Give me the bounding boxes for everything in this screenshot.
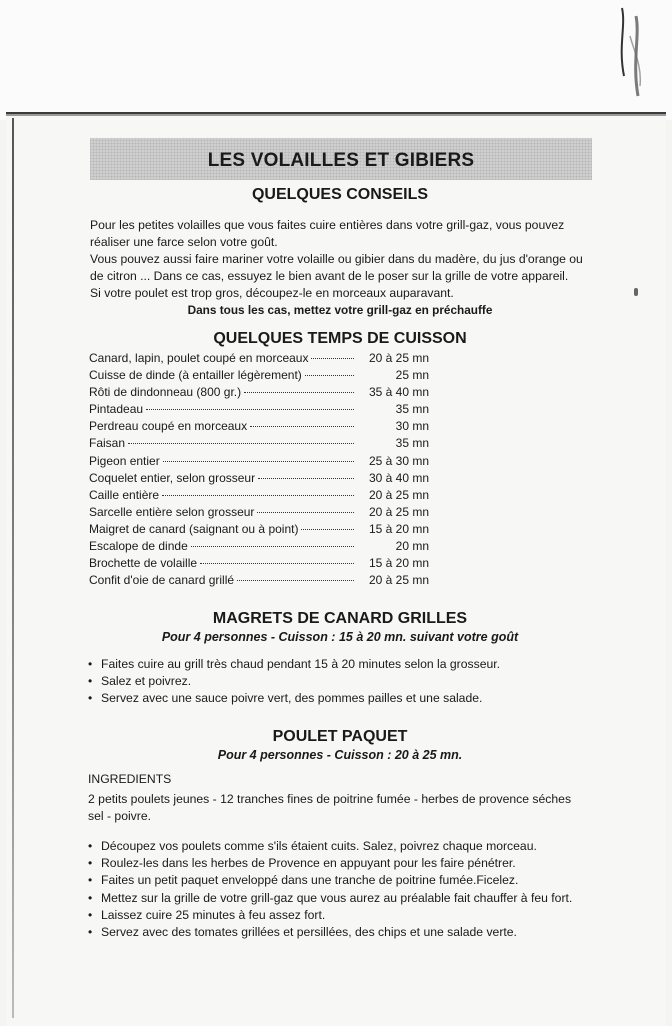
item-label: Caille entière (89, 487, 160, 502)
cooking-time-row (89, 418, 429, 435)
ink-spot (634, 288, 638, 296)
preheat-note: Dans tous les cas, mettez votre grill-gaz en préchauffe (187, 303, 493, 317)
item-label: Perdreau coupé en morceaux (89, 419, 248, 434)
item-time: 20 à 25 mn (368, 573, 429, 588)
item-label: Confit d'oie de canard grillé (89, 573, 235, 588)
item-time: 30 à 40 mn (368, 470, 429, 485)
item-label: Pigeon entier (89, 453, 160, 468)
poulet-title: POULET PAQUET (272, 728, 408, 745)
cooking-time-row (89, 572, 429, 589)
item-label: Sarcelle entière selon grosseur (89, 504, 255, 519)
poulet-steps (88, 838, 608, 941)
item-time: 25 mn (395, 368, 429, 383)
item-label: Pintadeau (89, 402, 144, 417)
item-time: 20 à 25 mn (368, 487, 429, 502)
step-item: • Faites un petit paquet enveloppé dans une tranche de poitrine fumée.Ficelez. (88, 872, 608, 889)
item-time: 20 à 25 mn (368, 504, 429, 519)
item-time: 15 à 20 mn (368, 521, 429, 536)
scan-background (0, 0, 672, 120)
item-label: Coquelet entier, selon grosseur (89, 470, 256, 485)
step-item: • Laissez cuire 25 minutes à feu assez fort. (88, 907, 608, 924)
item-label: Cuisse de dinde (à entailler légèrement) (89, 368, 302, 383)
item-label: Canard, lapin, poulet coupé en morceaux (89, 351, 309, 365)
item-label: Rôti de dindonneau (800 gr.) (89, 385, 242, 400)
ingredients-line: sel - poivre. (88, 809, 151, 823)
item-label: Maigret de canard (saignant ou à point) (89, 521, 299, 536)
cooking-time-row (89, 504, 429, 521)
poulet-subtitle: Pour 4 personnes - Cuisson : 20 à 25 mn. (217, 748, 463, 762)
page-binding-edge (12, 118, 14, 1018)
item-label: Escalope de dinde (89, 539, 188, 554)
tips-heading: QUELQUES CONSEILS (251, 186, 429, 203)
section-title: LES VOLAILLES ET GIBIERS (207, 150, 475, 171)
tips-line: Vous pouvez aussi faire mariner votre volaille ou gibier dans du madère, du jus d'orange ou (90, 252, 583, 266)
tips-line: Si votre poulet est trop gros, découpez-le en morceaux auparavant. (90, 286, 454, 300)
tips-line: de citron ... Dans ce cas, essuyez le bien avant de le poser sur la grille de votre appareil. (90, 269, 569, 283)
step-item: • Servez avec des tomates grillées et persillées, des chips et une salade verte. (88, 924, 608, 941)
ingredients-heading: INGREDIENTS (88, 772, 172, 786)
pen-scribble-mark (612, 6, 652, 106)
cooking-times-list (89, 350, 429, 589)
tips-text (90, 217, 590, 319)
cooking-time-row (89, 521, 429, 538)
cooking-time-row (89, 538, 429, 555)
item-time: 35 à 40 mn (368, 385, 429, 400)
cooking-time-row (89, 435, 429, 452)
cooking-time-row (89, 350, 429, 367)
item-label: Brochette de volaille (89, 556, 198, 571)
step-item: • Mettez sur la grille de votre grill-gaz que vous aurez au préalable fait chauffer à feu fort. (88, 890, 608, 907)
magrets-title: MAGRETS DE CANARD GRILLES (212, 610, 468, 627)
magrets-steps (88, 656, 608, 708)
cooking-time-row (89, 470, 429, 487)
item-time: 20 mn (395, 539, 429, 554)
magrets-subtitle: Pour 4 personnes - Cuisson : 15 à 20 mn. suivant votre goût (161, 630, 519, 644)
ingredients-line: 2 petits poulets jeunes - 12 tranches fines de poitrine fumée - herbes de provence séches (88, 792, 572, 806)
cooking-time-row (89, 487, 429, 504)
step-item: • Salez et poivrez. (88, 673, 608, 690)
step-item: • Faites cuire au grill très chaud pendant 15 à 20 minutes selon la grosseur. (88, 656, 608, 673)
tips-line: réaliser une farce selon votre goût. (90, 235, 278, 249)
step-item: • Roulez-les dans les herbes de Provence en appuyant pour les faire pénétrer. (88, 855, 608, 872)
cooking-time-row (89, 401, 429, 418)
item-time: 35 mn (395, 436, 429, 451)
item-time: 15 à 20 mn (368, 556, 429, 571)
ingredients-text (88, 791, 588, 825)
cooking-time-row (89, 555, 429, 572)
cooking-time-row (89, 384, 429, 401)
item-time: 25 à 30 mn (368, 453, 429, 468)
item-label: Faisan (89, 436, 126, 451)
cooking-times-heading: QUELQUES TEMPS DE CUISSON (213, 330, 467, 347)
cooking-time-row (89, 367, 429, 384)
item-time: 35 mn (395, 402, 429, 417)
item-time: 30 mn (395, 419, 429, 434)
cooking-time-row (89, 453, 429, 470)
item-time: 20 à 25 mn (368, 351, 429, 365)
tips-line: Pour les petites volailles que vous faites cuire entières dans votre grill-gaz, vous pouvez (90, 218, 565, 232)
step-item: • Servez avec une sauce poivre vert, des pommes pailles et une salade. (88, 690, 608, 707)
step-item: • Découpez vos poulets comme s'ils étaient cuits. Salez, poivrez chaque morceau. (88, 838, 608, 855)
